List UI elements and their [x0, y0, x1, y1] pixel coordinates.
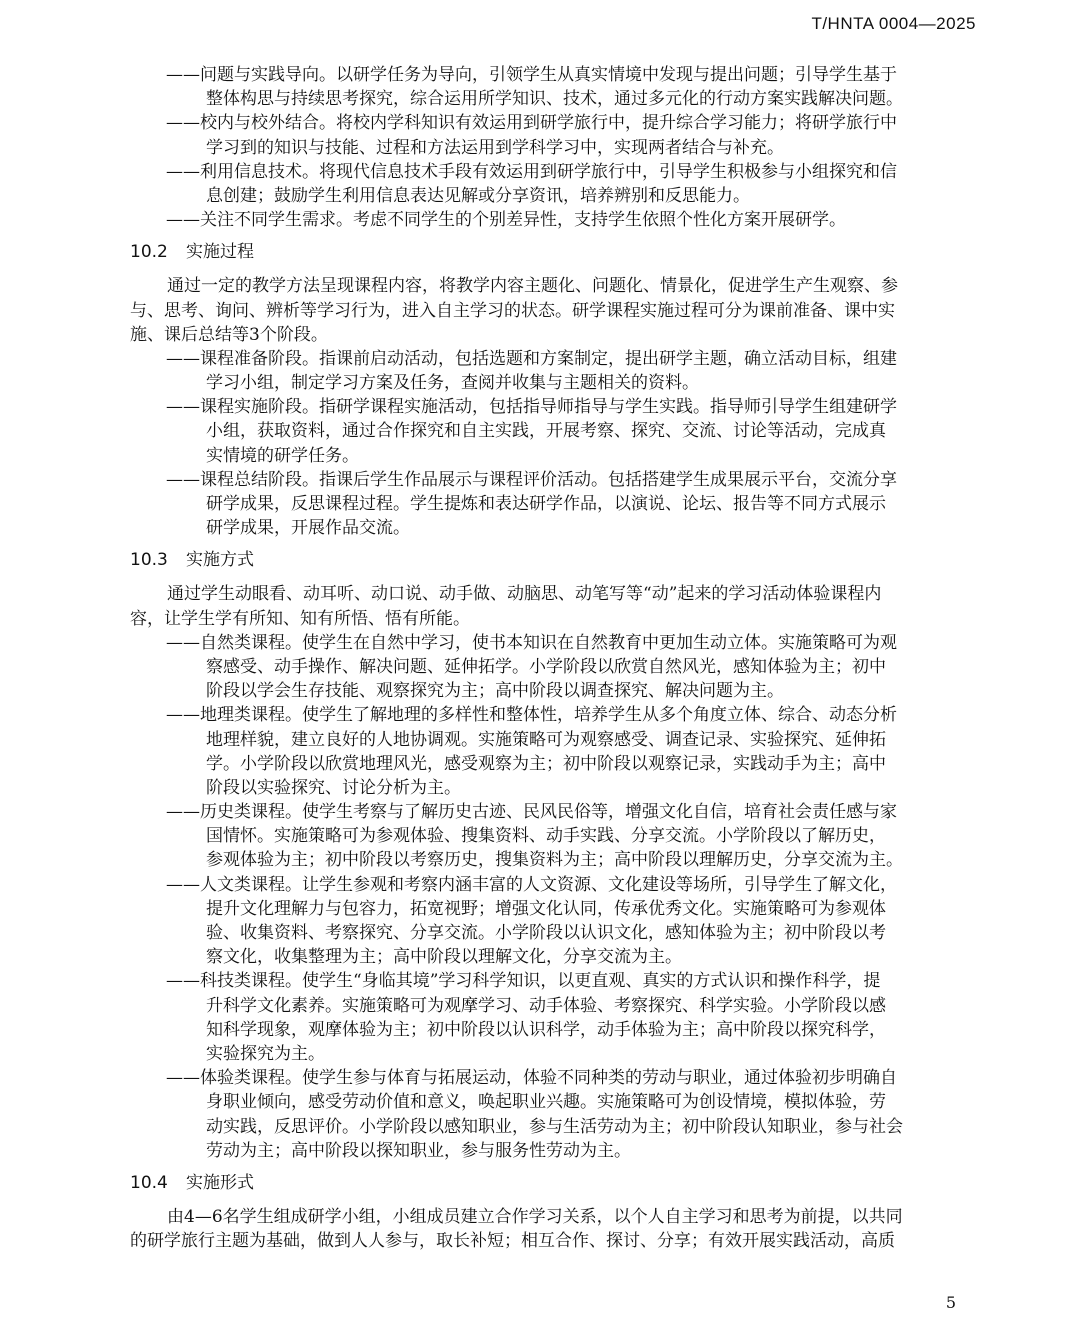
text-line: 容，让学生学有所知、知有所悟、悟有所能。	[130, 608, 470, 629]
paragraph	[130, 582, 978, 630]
list-item	[130, 347, 978, 395]
text-line: ——课程准备阶段。指课前启动活动，包括选题和方案制定，提出研学主题，确立活动目标，组建	[166, 348, 897, 369]
text-line: 察文化，收集整理为主；高中阶段以理解文化，分享交流为主。	[206, 947, 682, 968]
text-line: 与、思考、询问、辨析等学习行为，进入自主学习的状态。研学课程实施过程可分为课前准备、课中实	[130, 300, 895, 321]
text-line: 参观体验为主；初中阶段以考察历史，搜集资料为主；高中阶段以理解历史，分享交流为主。	[206, 850, 903, 871]
list-item	[130, 208, 978, 232]
list-item	[130, 873, 978, 970]
list-item	[130, 703, 978, 800]
text-line: 身职业倾向，感受劳动价值和意义，唤起职业兴趣。实施策略可为创设情境，模拟体验，劳	[206, 1092, 886, 1113]
section-heading	[130, 240, 978, 264]
text-line: 整体构思与持续思考探究，综合运用所学知识、技术，通过多元化的行动方案实践解决问题。	[206, 89, 903, 110]
page-number: 5	[945, 1293, 956, 1312]
text-line: 实情境的研学任务。	[206, 445, 359, 466]
text-line: 通过一定的教学方法呈现课程内容，将教学内容主题化、问题化、情景化，促进学生产生观察、参	[167, 276, 898, 297]
text-line: ——地理类课程。使学生了解地理的多样性和整体性，培养学生从多个角度立体、综合、动态分析	[166, 705, 897, 726]
text-line: ——利用信息技术。将现代信息技术手段有效运用到研学旅行中，引导学生积极参与小组探究和信	[166, 161, 897, 182]
list-item	[130, 468, 978, 541]
list-item	[130, 969, 978, 1066]
paragraph	[130, 274, 978, 347]
list-item	[130, 111, 978, 159]
list-item	[130, 1066, 978, 1163]
text-line: 的研学旅行主题为基础，做到人人参与，取长补短；相互合作、探讨、分享；有效开展实践活动，高质	[130, 1231, 895, 1252]
text-line: ——自然类课程。使学生在自然中学习，使书本知识在自然教育中更加生动立体。实施策略可为观	[166, 632, 897, 653]
text-line: 阶段以学会生存技能、观察探究为主；高中阶段以调查探究、解决问题为主。	[206, 681, 784, 702]
text-line: ——科技类课程。使学生“身临其境”学习科学知识，以更直观、真实的方式认识和操作科学，提	[166, 971, 881, 992]
list-item	[130, 63, 978, 111]
text-line: 学。小学阶段以欣赏地理风光，感受观察为主；初中阶段以观察记录，实践动手为主；高中	[206, 753, 886, 774]
text-line: ——校内与校外结合。将校内学科知识有效运用到研学旅行中，提升综合学习能力；将研学旅行中	[166, 113, 897, 134]
text-line: 阶段以实验探究、讨论分析为主。	[206, 777, 461, 798]
section-heading	[130, 548, 978, 572]
text-line: 知科学现象，观摩体验为主；初中阶段以认识科学，动手体验为主；高中阶段以探究科学，	[206, 1019, 886, 1040]
list-item	[130, 160, 978, 208]
text-line: ——历史类课程。使学生考察与了解历史古迹、民风民俗等，增强文化自信，培育社会责任感与家	[166, 802, 897, 823]
paragraph	[130, 1205, 978, 1253]
text-line: ——课程总结阶段。指课后学生作品展示与课程评价活动。包括搭建学生成果展示平台，交流分享	[166, 469, 897, 490]
text-line: 动实践，反思评价。小学阶段以感知职业，参与生活劳动为主；初中阶段认知职业，参与社会	[206, 1116, 903, 1137]
text-line: ——问题与实践导向。以研学任务为导向，引领学生从真实情境中发现与提出问题；引导学生基于	[166, 65, 897, 85]
text-line: 通过学生动眼看、动耳听、动口说、动手做、动脑思、动笔写等“动”起来的学习活动体验课程内	[167, 584, 882, 605]
section-title: 实施方式	[186, 550, 254, 571]
text-line: ——课程实施阶段。指研学课程实施活动，包括指导师指导与学生实践。指导师引导学生组建研学	[166, 397, 897, 418]
text-line: 国情怀。实施策略可为参观体验、搜集资料、动手实践、分享交流。小学阶段以了解历史，	[206, 826, 886, 847]
text-line: 劳动为主；高中阶段以探知职业，参与服务性劳动为主。	[206, 1140, 631, 1161]
text-line: 学习小组，制定学习方案及任务，查阅并收集与主题相关的资料。	[206, 373, 699, 394]
text-line: 实验探究为主。	[206, 1043, 325, 1064]
list-item	[130, 800, 978, 873]
text-line: 息创建；鼓励学生利用信息表达见解或分享资讯，培养辨别和反思能力。	[206, 185, 750, 206]
text-line: 验、收集资料、考察探究、分享交流。小学阶段以认识文化，感知体验为主；初中阶段以考	[206, 923, 886, 943]
standard-code: T/HNTA 0004—2025	[811, 14, 976, 33]
text-line: 提升文化理解力与包容力，拓宽视野；增强文化认同，传承优秀文化。实施策略可为参观体	[206, 898, 886, 919]
section-number: 10.3	[130, 550, 168, 571]
text-line: 研学成果，开展作品交流。	[206, 518, 410, 539]
text-line: ——体验类课程。使学生参与体育与拓展运动，体验不同种类的劳动与职业，通过体验初步明确自	[166, 1068, 897, 1089]
list-item	[130, 631, 978, 704]
text-line: 察感受、动手操作、解决问题、延伸拓学。小学阶段以欣赏自然风光，感知体验为主；初中	[206, 656, 886, 677]
text-line: 小组，获取资料，通过合作探究和自主实践，开展考察、探究、交流、讨论等活动，完成真	[206, 421, 886, 442]
text-line: 研学成果，反思课程过程。学生提炼和表达研学作品，以演说、论坛、报告等不同方式展示	[206, 494, 886, 514]
section-title: 实施过程	[186, 242, 254, 263]
section-number: 10.4	[130, 1172, 168, 1193]
section-heading	[130, 1171, 978, 1195]
text-line: ——关注不同学生需求。考虑不同学生的个别差异性，支持学生依照个性化方案开展研学。	[166, 210, 846, 231]
text-line: 学习到的知识与技能、过程和方法运用到学科学习中，实现两者结合与补充。	[206, 137, 784, 158]
text-line: 升科学文化素养。实施策略可为观摩学习、动手体验、考察探究、科学实验。小学阶段以感	[206, 995, 886, 1016]
text-line: 由4—6名学生组成研学小组，小组成员建立合作学习关系，以个人自主学习和思考为前提，以共同	[167, 1206, 903, 1227]
text-line: ——人文类课程。让学生参观和考察内涵丰富的人文资源、文化建设等场所，引导学生了解文化，	[166, 874, 897, 895]
list-item	[130, 395, 978, 468]
section-title: 实施形式	[186, 1172, 254, 1193]
text-line: 施、课后总结等3个阶段。	[130, 324, 328, 345]
text-line: 地理样貌，建立良好的人地协调观。实施策略可为观察感受、调查记录、实验探究、延伸拓	[206, 729, 886, 750]
section-number: 10.2	[130, 242, 168, 263]
document-body	[130, 63, 978, 1253]
